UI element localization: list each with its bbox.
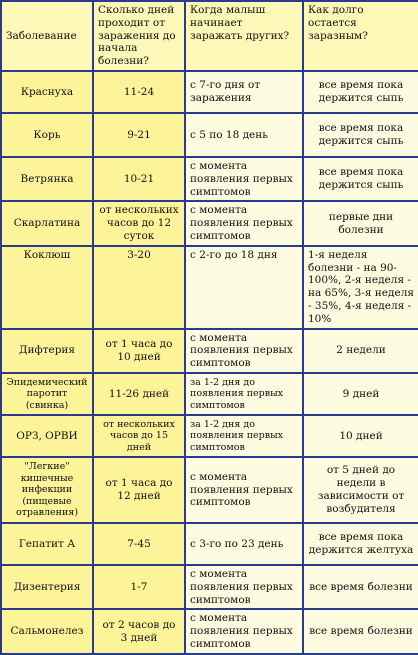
incubation-cell: 7-45 [94, 524, 184, 564]
contagious-from-cell: с 2-го до 18 дня [186, 247, 302, 328]
incubation-cell: от нескольких часов до 15 дней [94, 416, 184, 456]
contagious-period-cell: все время пока держится желтуха [304, 524, 418, 564]
contagious-from-cell: с момента появления первых симптомов [186, 610, 302, 652]
disease-cell: Корь [2, 114, 92, 156]
contagious-from-cell: с момента появления первых симптомов [186, 202, 302, 244]
contagious-period-cell: 2 недели [304, 330, 418, 372]
contagious-period-cell: все время болезни [304, 566, 418, 608]
table-row [2, 524, 418, 564]
incubation-cell: 10-21 [94, 158, 184, 200]
disease-cell: Гепатит А [2, 524, 92, 564]
incubation-cell: 3-20 [94, 247, 184, 328]
disease-cell: Скарлатина [2, 202, 92, 244]
contagious-from-cell: с момента появления первых симптомов [186, 566, 302, 608]
contagious-period-cell: 1-я неделя болезни - на 90-100%, 2-я неделя - на 65%, 3-я неделя - 35%, 4-я неделя - 10% [304, 247, 418, 328]
contagious-from-cell: с момента появления первых симптомов [186, 330, 302, 372]
table-row [2, 610, 418, 652]
contagious-period-cell: все время пока держится сыпь [304, 114, 418, 156]
header-disease: Заболевание [2, 2, 92, 70]
header-contagious-period: Как долго остается заразным? [304, 2, 418, 70]
table-row [2, 416, 418, 456]
disease-cell: Дизентерия [2, 566, 92, 608]
contagious-period-cell: все время пока держится сыпь [304, 72, 418, 112]
table-row [2, 202, 418, 244]
disease-cell: Коклюш [2, 247, 92, 328]
disease-cell: Краснуха [2, 72, 92, 112]
contagious-period-cell: все время болезни [304, 610, 418, 652]
incubation-cell: от 2 часов до 3 дней [94, 610, 184, 652]
table-row [2, 566, 418, 608]
disease-cell: ОРЗ, ОРВИ [2, 416, 92, 456]
incubation-cell: 11-24 [94, 72, 184, 112]
header-incubation: Сколько дней проходит от заражения до начала болезни? [94, 2, 184, 70]
disease-cell: "Легкие" кишечные инфекции (пищевые отравления) [2, 458, 92, 522]
table-row [2, 374, 418, 414]
contagious-from-cell: за 1-2 дня до появления первых симптомов [186, 374, 302, 414]
contagious-period-cell: все время пока держится сыпь [304, 158, 418, 200]
table-row [2, 458, 418, 522]
contagious-period-cell: 10 дней [304, 416, 418, 456]
table-row [2, 158, 418, 200]
disease-cell: Ветрянка [2, 158, 92, 200]
contagious-period-cell: первые дни болезни [304, 202, 418, 244]
contagious-from-cell: за 1-2 дня до появления первых симптомов [186, 416, 302, 456]
table-row [2, 247, 418, 328]
disease-cell: Дифтерия [2, 330, 92, 372]
incubation-cell: от нескольких часов до 12 суток [94, 202, 184, 244]
incubation-cell: 1-7 [94, 566, 184, 608]
table-row [2, 72, 418, 112]
contagious-period-cell: от 5 дней до недели в зависимости от возбудителя [304, 458, 418, 522]
contagious-from-cell: с 5 по 18 день [186, 114, 302, 156]
contagious-from-cell: с 3-го по 23 день [186, 524, 302, 564]
incubation-cell: 11-26 дней [94, 374, 184, 414]
incubation-cell: от 1 часа до 10 дней [94, 330, 184, 372]
disease-cell: Эпидемический паротит (свинка) [2, 374, 92, 414]
incubation-cell: 9-21 [94, 114, 184, 156]
contagious-from-cell: с момента появления первых симптомов [186, 458, 302, 522]
disease-cell: Сальмонелез [2, 610, 92, 652]
incubation-cell: от 1 часа до 12 дней [94, 458, 184, 522]
header-contagious-from: Когда малыш начинает заражать других? [186, 2, 302, 70]
contagious-from-cell: с момента появления первых симптомов [186, 158, 302, 200]
contagious-from-cell: с 7-го дня от заражения [186, 72, 302, 112]
table-row [2, 330, 418, 372]
contagious-period-cell: 9 дней [304, 374, 418, 414]
header-row [2, 2, 418, 70]
table-row [2, 114, 418, 156]
